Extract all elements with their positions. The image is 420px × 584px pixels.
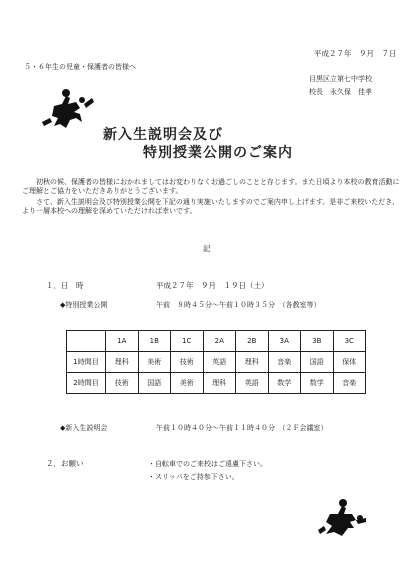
subject-cell: 美術 — [138, 352, 171, 373]
schedule-col-header: 3A — [268, 331, 301, 352]
subject-cell: 理科 — [106, 352, 139, 373]
subject-cell: 保体 — [333, 352, 366, 373]
principal-name: 校長 永久保 佳孝 — [309, 88, 372, 96]
table-row — [67, 373, 366, 394]
subject-cell: 数学 — [268, 373, 301, 394]
schedule-col-header: 2B — [236, 331, 269, 352]
subject-cell: 理科 — [203, 373, 236, 394]
ki-heading: 記 — [203, 244, 211, 253]
briefing-time: 午前１０時４０分～午前１１時４０分 （２Ｆ会議室） — [156, 424, 328, 432]
recipient-line: ５・６年生の児童・保護者の皆様へ — [24, 63, 136, 71]
table-row — [67, 352, 366, 373]
section2-label: ２．お願い — [46, 459, 84, 468]
subject-cell: 国語 — [138, 373, 171, 394]
open-class-time: 午前 ８時４５分～午前１０時３５分 （各教室等） — [156, 301, 321, 309]
briefing-label: ◆新入生説明会 — [60, 424, 108, 432]
intro-paragraph-2 — [22, 198, 402, 216]
subject-cell: 美術 — [171, 373, 204, 394]
schedule-col-header: 1B — [138, 331, 171, 352]
notice-title-line1: 新入生説明会及び — [103, 127, 223, 143]
subject-cell: 技術 — [171, 352, 204, 373]
subject-cell: 音楽 — [268, 352, 301, 373]
intro-paragraph-2-text: さて、新入生説明会及び特別授業公開を下記の通り実施いたしますのでご案内申し上げます。是非ご来校いただき、より一層本校への理解を深めていただければ幸いです。 — [22, 198, 400, 215]
class-schedule-table — [66, 330, 366, 394]
schedule-col-header: 3C — [333, 331, 366, 352]
request-item: ・自転車でのご来校はご遠慮下さい。 — [148, 460, 267, 468]
notice-date: 平成２７年 ９月 ７日 — [314, 49, 397, 58]
subject-cell: 英語 — [236, 373, 269, 394]
subject-cell: 音楽 — [333, 373, 366, 394]
subject-cell: 技術 — [106, 373, 139, 394]
schedule-header-row — [67, 331, 366, 352]
open-class-label: ◆特別授業公開 — [60, 301, 108, 309]
request-item: ・スリッパをご持参下さい。 — [148, 473, 239, 481]
notice-title-line2: 特別授業公開のご案内 — [143, 145, 293, 161]
subject-cell: 英語 — [203, 352, 236, 373]
event-date: 平成２７年 ９月 １９日（土） — [156, 281, 269, 290]
running-figure-logo — [40, 88, 96, 134]
intro-paragraph-1-text: 初秋の候、保護者の皆様におかれましてはお変わりなくお過ごしのことと存じます。また日頃より本校の教育活動にご理解とご協力をいただきありがとうございます。 — [22, 178, 400, 195]
subject-cell: 数学 — [301, 373, 334, 394]
subject-cell: 理科 — [236, 352, 269, 373]
school-name: 目黒区立第七中学校 — [309, 75, 372, 83]
period-label: 2時間目 — [67, 373, 106, 394]
running-figure-logo — [316, 498, 370, 542]
schedule-corner-cell — [67, 331, 106, 352]
schedule-col-header: 1C — [171, 331, 204, 352]
section1-label: １．日 時 — [46, 281, 84, 290]
schedule-col-header: 3B — [301, 331, 334, 352]
schedule-col-header: 1A — [106, 331, 139, 352]
schedule-col-header: 2A — [203, 331, 236, 352]
subject-cell: 国語 — [301, 352, 334, 373]
period-label: 1時間目 — [67, 352, 106, 373]
intro-paragraph-1 — [22, 178, 402, 196]
